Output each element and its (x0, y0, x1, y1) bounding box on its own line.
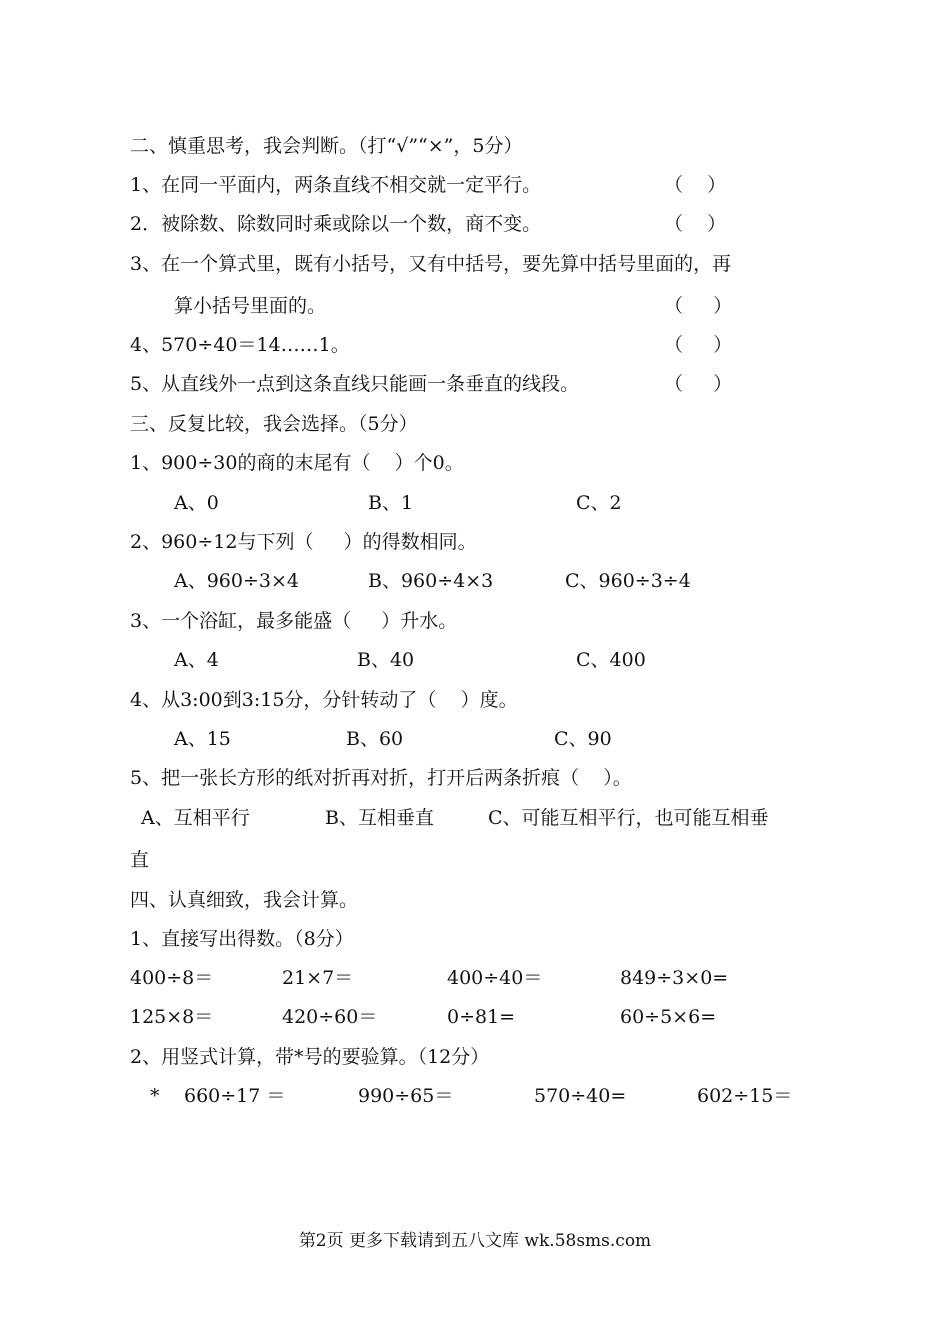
calc-part-1-title: 1、直接写出得数。（8分） (130, 928, 354, 950)
answer-blank[interactable]: （ ） (664, 213, 727, 235)
judge-item-3: 3、在一个算式里，既有小括号，又有中括号，要先算中括号里面的，再 (130, 253, 732, 275)
answer-blank[interactable]: （ ） (664, 174, 727, 196)
calc-expression: 60÷5×6= (620, 1006, 717, 1028)
choice-option-c[interactable]: C、2 (576, 492, 622, 514)
answer-blank[interactable]: （ ） (664, 334, 733, 356)
choice-question-4: 4、从3:00到3:15分，分针转动了（ ）度。 (130, 689, 518, 711)
choice-question-2: 2、960÷12与下列（ ）的得数相同。 (130, 531, 477, 553)
answer-blank[interactable]: （ ） (664, 295, 733, 317)
choice-option-a[interactable]: A、4 (174, 649, 219, 671)
choice-option-b[interactable]: B、60 (346, 728, 404, 750)
choice-option-a[interactable]: A、960÷3×4 (174, 570, 300, 592)
judge-item-3-continued: 算小括号里面的。 (174, 295, 327, 317)
choice-question-1: 1、900÷30的商的末尾有（ ）个0。 (130, 452, 464, 474)
judge-item-5: 5、从直线外一点到这条直线只能画一条垂直的线段。 (130, 373, 580, 395)
section-2-title: 二、慎重思考，我会判断。（打“√”“×”，5分） (130, 135, 523, 157)
choice-question-5: 5、把一张长方形的纸对折再对折，打开后两条折痕（ ）。 (130, 767, 632, 789)
choice-option-b[interactable]: B、互相垂直 (325, 807, 434, 829)
calc-expression: 400÷40＝ (447, 967, 543, 989)
vertical-calc-item: 660÷17 ＝ (184, 1085, 286, 1107)
choice-option-c[interactable]: C、可能互相平行，也可能互相垂 (488, 807, 769, 829)
choice-option-c[interactable]: C、90 (554, 728, 612, 750)
vertical-calc-item: 602÷15＝ (697, 1085, 793, 1107)
calc-expression: 21×7＝ (282, 967, 354, 989)
choice-option-c[interactable]: C、400 (576, 649, 646, 671)
choice-option-c-continued: 直 (130, 849, 150, 871)
choice-option-b[interactable]: B、960÷4×3 (368, 570, 494, 592)
calc-expression: 125×8＝ (130, 1006, 214, 1028)
calc-expression: 0÷81= (447, 1006, 516, 1028)
calc-expression: 849÷3×0= (620, 967, 729, 989)
page-footer: 第2页 更多下载请到五八文库 wk.58sms.com (298, 1231, 652, 1251)
judge-item-1: 1、在同一平面内，两条直线不相交就一定平行。 (130, 174, 542, 196)
vertical-calc-item: 990÷65＝ (358, 1085, 454, 1107)
answer-blank[interactable]: （ ） (664, 373, 733, 395)
judge-item-2: 2．被除数、除数同时乘或除以一个数，商不变。 (130, 213, 542, 235)
vertical-calc-item: 570÷40= (534, 1085, 627, 1107)
choice-option-b[interactable]: B、1 (368, 492, 414, 514)
calc-expression: 400÷8＝ (130, 967, 214, 989)
section-4-title: 四、认真细致，我会计算。 (130, 889, 359, 911)
judge-item-4: 4、570÷40＝14……1。 (130, 334, 350, 356)
choice-option-a[interactable]: A、0 (174, 492, 219, 514)
calc-expression: 420÷60＝ (282, 1006, 378, 1028)
choice-option-b[interactable]: B、40 (357, 649, 415, 671)
choice-option-a[interactable]: A、15 (174, 728, 231, 750)
choice-option-c[interactable]: C、960÷3÷4 (565, 570, 691, 592)
calc-part-2-title: 2、用竖式计算，带*号的要验算。（12分） (130, 1046, 490, 1068)
choice-question-3: 3、一个浴缸，最多能盛（ ）升水。 (130, 610, 458, 632)
section-3-title: 三、反复比较，我会选择。（5分） (130, 413, 418, 435)
choice-option-a[interactable]: A、互相平行 (141, 807, 250, 829)
verify-star-mark: * (150, 1085, 160, 1107)
